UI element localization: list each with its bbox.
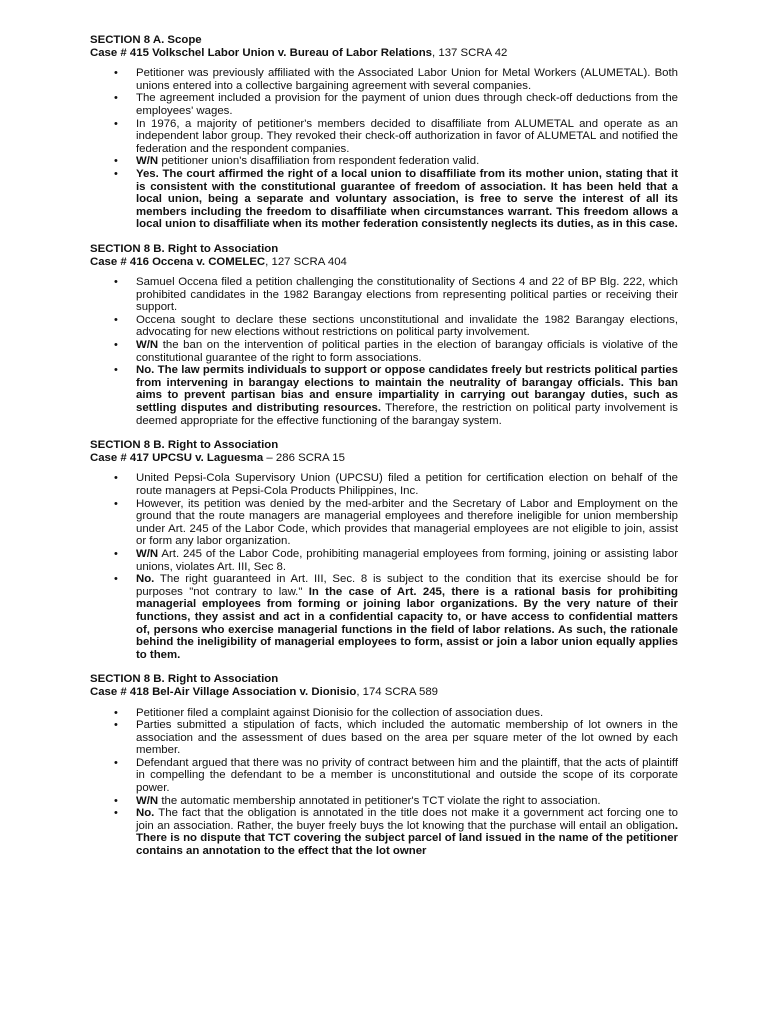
bullet-text: The fact that the obligation is annotated in the title does not make it a government act forcing one to join an association. Rather, the buyer freely buys the lot knowing that the purchase will entail an obligation <box>136 807 678 832</box>
bullet-icon: • <box>114 276 118 289</box>
bullet-icon: • <box>114 117 118 130</box>
case-name: Case # 415 Volkschel Labor Union v. Bureau of Labor Relations <box>90 46 433 59</box>
case-name: Case # 418 Bel-Air Village Association v. Dionisio <box>90 685 357 698</box>
case-citation: – 286 SCRA 15 <box>263 451 345 464</box>
bullet-text: petitioner union's disaffiliation from respondent federation valid. <box>158 155 480 168</box>
bullet-item <box>90 795 678 808</box>
section-heading: SECTION 8 B. Right to Association <box>90 439 279 452</box>
bullet-text: Occena sought to declare these sections unconstitutional and invalidate the 1982 Barangay elections, advocating for new elections without restrictions on political party involvement. <box>136 313 678 339</box>
bullet-text: W/N <box>136 547 159 560</box>
section-heading: SECTION 8 A. Scope <box>90 34 202 46</box>
section-heading: SECTION 8 B. Right to Association <box>90 673 279 686</box>
bullet-text: The agreement included a provision for the payment of union dues through check-off deductions from the employees' wages. <box>136 92 678 117</box>
case-title <box>90 686 678 699</box>
bullet-item <box>90 168 678 231</box>
case-section <box>90 243 678 427</box>
bullet-icon: • <box>114 807 118 820</box>
case-title <box>90 452 678 465</box>
bullet-item <box>90 573 678 661</box>
bullet-item <box>90 92 678 117</box>
bullet-icon: • <box>114 472 118 485</box>
bullet-text: W/N <box>136 155 159 168</box>
bullet-icon: • <box>114 339 118 352</box>
case-name: Case # 416 Occena v. COMELEC <box>90 255 266 268</box>
bullet-item <box>90 472 678 497</box>
bullet-list <box>90 276 678 427</box>
bullet-text: Yes. The court affirmed the right of a local union to disaffiliate from its mother union, stating that it is consistent with the constitutional guarantee of freedom of association. It has been held that a local union, being a separate and voluntary association, is free to serve the interest of all its members including the freedom to disaffiliate when circumstances warrant. This freedom allows a local union to disaffiliate when its mother federation consistently neglects its duties, as in this case. <box>136 167 678 231</box>
bullet-text: the ban on the intervention of political parties in the election of barangay officials is violative of the constitutional guarantee of the right to form associations. <box>136 339 678 364</box>
bullet-text: No. <box>136 573 155 586</box>
bullet-text: the automatic membership annotated in petitioner's TCT violate the right to association. <box>158 794 601 807</box>
section-heading: SECTION 8 B. Right to Association <box>90 242 279 255</box>
bullet-icon: • <box>114 155 118 168</box>
bullet-item <box>90 67 678 92</box>
case-name: Case # 417 UPCSU v. Laguesma <box>90 451 264 464</box>
bullet-icon: • <box>114 719 118 732</box>
case-section <box>90 34 678 231</box>
bullet-icon: • <box>114 167 118 180</box>
bullet-item <box>90 314 678 339</box>
bullet-text: Petitioner was previously affiliated with the Associated Labor Union for Metal Workers (ALUMETAL). Both unions entered into a collective bargaining agreement with several companies. <box>136 67 678 92</box>
bullet-text: In 1976, a majority of petitioner's members decided to disaffiliate from ALUMETAL and operate as an independent labor group. They revoked their check-off authorization in favor of ALUMETAL and notified the federation and the respondent companies. <box>136 117 678 155</box>
bullet-item <box>90 757 678 795</box>
case-title <box>90 47 678 60</box>
bullet-item <box>90 807 678 857</box>
bullet-text: In the case of Art. 245, there is a rational basis for prohibiting managerial employees from forming or joining labor organizations. By the very nature of their functions, they assist and act in a confidential capacity to, or have access to confidential matters of, persons who exercise managerial functions in the field of labor relations. As such, the rationale behind the ineligibility of managerial employees to form, assist or join a labor union equally applies to them. <box>136 585 678 661</box>
bullet-item <box>90 276 678 314</box>
bullet-icon: • <box>114 313 118 326</box>
bullet-text: No. The law permits individuals to support or oppose candidates freely but restricts political parties from intervening in barangay elections to maintain the neutrality of barangay officials. This ban aims to prevent partisan bias and ensure impartiality in carrying out barangay duties, such as settling disputes and distributing resources. <box>136 364 678 415</box>
bullet-text: The right guaranteed in Art. III, Sec. 8 is subject to the condition that its exercise should be for purposes "not contrary to law." <box>136 573 678 598</box>
bullet-list <box>90 472 678 661</box>
bullet-text: W/N <box>136 339 159 352</box>
bullet-item <box>90 155 678 168</box>
bullet-item <box>90 498 678 548</box>
case-digest-list <box>90 34 678 858</box>
bullet-item <box>90 364 678 427</box>
bullet-item <box>90 707 678 720</box>
case-title <box>90 256 678 269</box>
bullet-icon: • <box>114 497 118 510</box>
case-citation: , 127 SCRA 404 <box>265 255 347 268</box>
bullet-text: Petitioner filed a complaint against Dionisio for the collection of association dues. <box>136 706 544 719</box>
bullet-text: Parties submitted a stipulation of facts, which included the automatic membership of lot owners in the association and the assessment of dues based on the area per square meter of the lot owned by each member. <box>136 719 678 757</box>
bullet-list <box>90 707 678 858</box>
bullet-icon: • <box>114 547 118 560</box>
bullet-item <box>90 548 678 573</box>
bullet-icon: • <box>114 364 118 377</box>
bullet-icon: • <box>114 706 118 719</box>
case-section <box>90 673 678 857</box>
bullet-item <box>90 719 678 757</box>
bullet-text: No. <box>136 807 155 820</box>
bullet-item <box>90 339 678 364</box>
bullet-item <box>90 118 678 156</box>
bullet-list <box>90 67 678 231</box>
bullet-icon: • <box>114 756 118 769</box>
bullet-text: Therefore, the restriction on political party involvement is deemed appropriate for the effective functioning of the barangay system. <box>136 402 678 427</box>
bullet-icon: • <box>114 92 118 105</box>
bullet-text: . There is no dispute that TCT covering the subject parcel of land issued in the name of the petitioner contains an annotation to the effect that the lot owner <box>136 819 678 858</box>
bullet-text: Defendant argued that there was no privity of contract between him and the plaintiff, that the acts of plaintiff in compelling the defendant to be a member is unconstitutional and outside the scope of its corporate power. <box>136 756 678 795</box>
case-section <box>90 439 678 661</box>
case-citation: , 137 SCRA 42 <box>432 46 508 59</box>
bullet-text: United Pepsi-Cola Supervisory Union (UPCSU) filed a petition for certification election on behalf of the route managers at Pepsi-Cola Products Philippines, Inc. <box>136 472 678 497</box>
bullet-text: Samuel Occena filed a petition challenging the constitutionality of Sections 4 and 22 of BP Blg. 222, which prohibited candidates in the 1982 Barangay elections from representing political parties or receiving their support. <box>136 276 678 314</box>
bullet-text: W/N <box>136 794 159 807</box>
bullet-icon: • <box>114 67 118 80</box>
bullet-text: However, its petition was denied by the med-arbiter and the Secretary of Labor and Employment on the ground that the route managers are managerial employees and therefore ineligible for union membership under Art. 245 of the Labor Code, which provides that managerial employees are not eligible to join, assist or form any labor organization. <box>136 497 678 548</box>
bullet-icon: • <box>114 794 118 807</box>
bullet-icon: • <box>114 573 118 586</box>
case-citation: , 174 SCRA 589 <box>356 685 438 698</box>
bullet-text: Art. 245 of the Labor Code, prohibiting managerial employees from forming, joining or assisting labor unions, violates Art. III, Sec 8. <box>136 547 678 573</box>
